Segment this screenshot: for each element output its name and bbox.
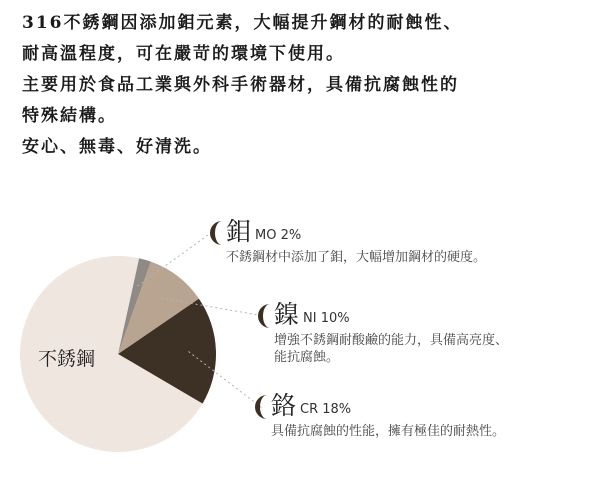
intro-line: 耐高溫程度，可在嚴苛的環境下使用。 xyxy=(22,44,345,64)
element-desc-cr: 具備抗腐蝕的性能，擁有極佳的耐熱性。 xyxy=(271,424,506,439)
element-desc-ni: 增強不銹鋼耐酸鹼的能力，具備高亮度、 xyxy=(274,333,509,348)
element-char-cr: 鉻 xyxy=(271,391,297,420)
intro-line: 特殊結構。 xyxy=(22,106,117,126)
intro-line: 主要用於食品工業與外科手術器材，具備抗腐蝕性的 xyxy=(22,75,459,95)
intro-line: 316不銹鋼因添加鉬元素，大幅提升鋼材的耐蝕性、 xyxy=(22,13,463,33)
callout-ni xyxy=(258,296,508,366)
callout-cr xyxy=(255,387,505,440)
element-desc-ni: 能抗腐蝕。 xyxy=(274,350,340,365)
element-code-cr: CR 18% xyxy=(300,402,352,417)
pie-label-stainless: 不銹鋼 xyxy=(38,348,96,370)
intro-line: 安心、無毒、好清洗。 xyxy=(22,137,212,157)
element-code-ni: NI 10% xyxy=(303,311,350,326)
element-char-mo: 鉬 xyxy=(226,217,252,246)
element-char-ni: 鎳 xyxy=(274,300,300,329)
element-code-mo: MO 2% xyxy=(255,228,302,243)
callout-mo xyxy=(210,213,486,266)
element-desc-mo: 不銹鋼材中添加了鉬，大幅增加鋼材的硬度。 xyxy=(226,250,487,265)
